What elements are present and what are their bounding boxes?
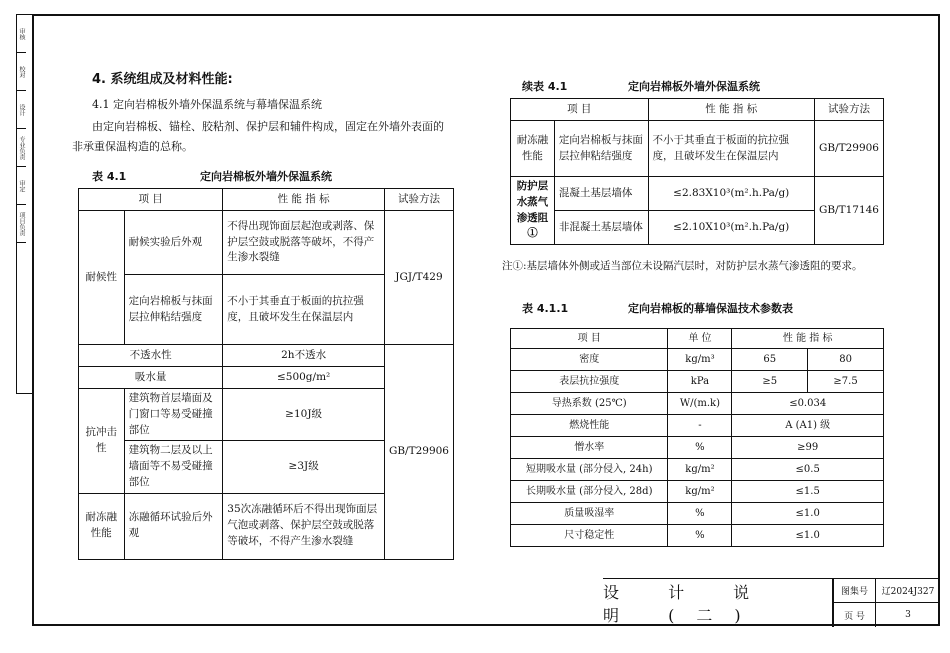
title-block — [603, 578, 940, 626]
table-cell: 耐候实验后外观 — [124, 211, 223, 275]
table-cell: 不得出现饰面层起泡或剥落、保护层空鼓或脱落等破坏，不得产生渗水裂缝 — [223, 211, 385, 275]
table-cell: % — [668, 525, 732, 547]
table-4-1-continued — [510, 98, 884, 245]
table-cell: ≤0.034 — [732, 393, 884, 415]
strip-cell: 专业负责 — [17, 129, 26, 167]
table-cell: 建筑物首层墙面及门窗口等易受碰撞部位 — [124, 389, 223, 441]
table-cell: ≤1.0 — [732, 503, 884, 525]
table-cell: 建筑物二层及以上墙面等不易受碰撞部位 — [124, 441, 223, 493]
atlas-number: 辽2024J327 — [875, 579, 940, 603]
table-cell: 吸水量 — [79, 367, 223, 389]
paragraph-line: 非承重保温构造的总称。 — [72, 140, 193, 153]
header-performance: 性 能 指 标 — [732, 329, 884, 349]
table-cell: 尺寸稳定性 — [511, 525, 668, 547]
header-performance: 性 能 指 标 — [223, 189, 385, 211]
vapor-category: 防护层水蒸气渗透阻① — [511, 177, 555, 245]
header-method: 试验方法 — [384, 189, 453, 211]
drawing-title: 设 计 说 明 (二) — [603, 579, 833, 627]
method-cell: GB/T29906 — [384, 345, 453, 560]
table-cell: ≤0.5 — [732, 459, 884, 481]
table-4-1-1-title: 定向岩棉板的幕墙保温技术参数表 — [628, 302, 793, 315]
table-cell: 不小于其垂直于板面的抗拉强度，且破坏发生在保温层内 — [648, 121, 814, 177]
table-cell: kPa — [668, 371, 732, 393]
atlas-label: 图集号 — [833, 579, 875, 603]
table-4-1-1-label: 表 4.1.1 — [522, 302, 569, 315]
table-cell: 冻融循环试验后外观 — [124, 493, 223, 559]
table-cell: kg/m² — [668, 459, 732, 481]
table-cell: 不透水性 — [79, 345, 223, 367]
table-cell: ≥10J级 — [223, 389, 385, 441]
table-cell: ≥5 — [732, 371, 808, 393]
strip-cell: 审定 — [17, 167, 26, 205]
side-signature-strip — [16, 14, 32, 394]
method-cell: GB/T29906 — [814, 121, 883, 177]
table-cell: 憎水率 — [511, 437, 668, 459]
table-4-1-label: 表 4.1 — [92, 170, 127, 183]
table-cell: 质量吸湿率 — [511, 503, 668, 525]
table-cell: 密度 — [511, 349, 668, 371]
table-cell: 定向岩棉板与抹面层拉伸粘结强度 — [124, 275, 223, 345]
strip-cell: 校对 — [17, 53, 26, 91]
header-item: 项 目 — [511, 99, 649, 121]
table-cell: 35次冻融循环后不得出现饰面层气泡或剥落、保护层空鼓或脱落等破坏，不得产生渗水裂缝 — [223, 493, 385, 559]
header-item: 项 目 — [79, 189, 223, 211]
table-cell: 2h不透水 — [223, 345, 385, 367]
table-cell: - — [668, 415, 732, 437]
table-cell: % — [668, 503, 732, 525]
table-cell: 80 — [808, 349, 884, 371]
table-cell: ≤2.83X10³(m².h.Pa/g) — [648, 177, 814, 211]
header-performance: 性 能 指 标 — [648, 99, 814, 121]
table-4-1-cont-title: 定向岩棉板外墙外保温系统 — [628, 80, 760, 93]
table-cell: ≤1.0 — [732, 525, 884, 547]
freeze-category: 耐冻融性能 — [79, 493, 125, 559]
table-cell: % — [668, 437, 732, 459]
table-cell: ≤1.5 — [732, 481, 884, 503]
table-4-1-title: 定向岩棉板外墙外保温系统 — [200, 170, 332, 183]
table-cell: kg/m³ — [668, 349, 732, 371]
table-cell: 燃烧性能 — [511, 415, 668, 437]
strip-cell: 项目负责 — [17, 205, 26, 243]
header-item: 项 目 — [511, 329, 668, 349]
table-cell: kg/m² — [668, 481, 732, 503]
table-note: 注①:基层墙体外侧或适当部位未设隔汽层时，对防护层水蒸气渗透阻的要求。 — [502, 260, 863, 272]
paragraph-line: 由定向岩棉板、锚栓、胶粘剂、保护层和辅件构成，固定在外墙外表面的 — [92, 120, 444, 133]
table-cell: 表层抗拉强度 — [511, 371, 668, 393]
page-label: 页 号 — [833, 603, 875, 627]
freeze-category: 耐冻融性能 — [511, 121, 555, 177]
table-cell: 长期吸水量 (部分侵入, 28d) — [511, 481, 668, 503]
table-cell: ≤500g/m² — [223, 367, 385, 389]
table-cell: A (A1) 级 — [732, 415, 884, 437]
table-4-1 — [78, 188, 454, 560]
impact-category: 抗冲击性 — [79, 389, 125, 494]
weather-category: 耐候性 — [79, 211, 125, 345]
table-cell: 定向岩棉板与抹面层拉伸粘结强度 — [554, 121, 648, 177]
table-cell: 65 — [732, 349, 808, 371]
table-cell: ≥3J级 — [223, 441, 385, 493]
table-4-1-1 — [510, 328, 884, 547]
strip-cell: 设计 — [17, 91, 26, 129]
table-cell: 短期吸水量 (部分侵入, 24h) — [511, 459, 668, 481]
method-cell: JGJ/T429 — [384, 211, 453, 345]
table-cell: 非混凝土基层墙体 — [554, 211, 648, 245]
table-cell: 不小于其垂直于板面的抗拉强度，且破坏发生在保温层内 — [223, 275, 385, 345]
page-number: 3 — [875, 603, 940, 627]
table-cell: W/(m.k) — [668, 393, 732, 415]
table-cell: ≤2.10X10³(m².h.Pa/g) — [648, 211, 814, 245]
header-unit: 单 位 — [668, 329, 732, 349]
table-cell: 混凝土基层墙体 — [554, 177, 648, 211]
table-cell: 导热系数 (25℃) — [511, 393, 668, 415]
method-cell: GB/T17146 — [814, 177, 883, 245]
table-cell: ≥99 — [732, 437, 884, 459]
strip-cell: 审核 — [17, 15, 26, 53]
header-method: 试验方法 — [814, 99, 883, 121]
subsection-title: 4.1 定向岩棉板外墙外保温系统与幕墙保温系统 — [92, 98, 322, 111]
table-4-1-cont-label: 续表 4.1 — [522, 80, 568, 93]
table-cell: ≥7.5 — [808, 371, 884, 393]
section-title: 4. 系统组成及材料性能: — [92, 72, 233, 87]
